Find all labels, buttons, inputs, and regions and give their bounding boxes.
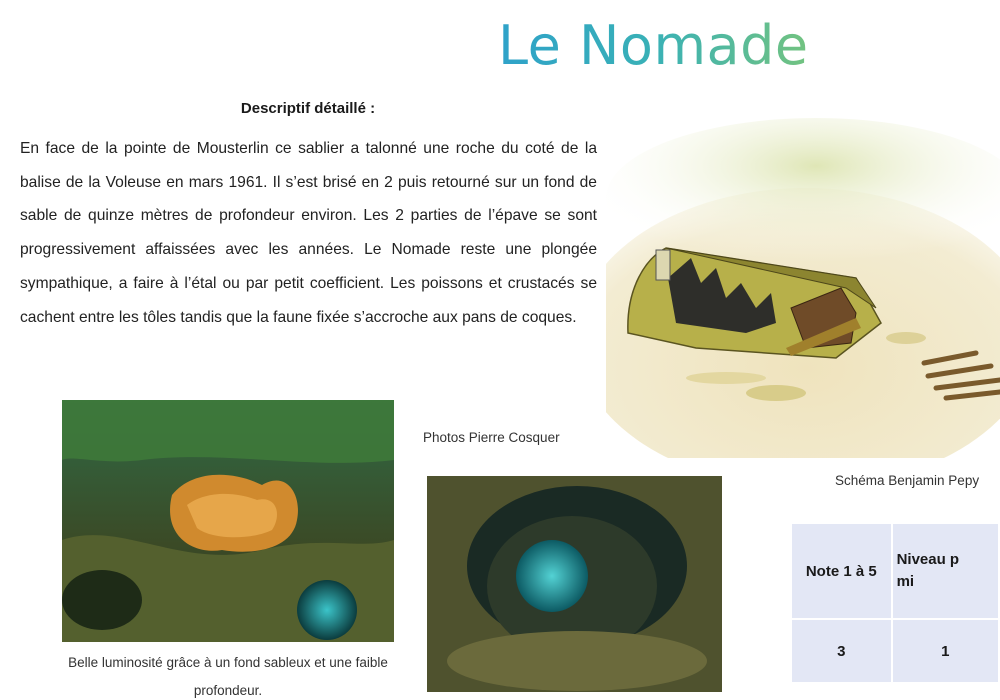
description-text: En face de la pointe de Mousterlin ce sablier a talonné une roche du coté de la balise de la Voleuse en mars 1961. Il s’est brisé en 2 puis retourné sur un fond de sable de quinze mètres de profondeur environ. Les 2 parties de l’épave se sont progressivement affaissées avec les années. Le Nomade reste une plongée sympathique, a faire à l’étal ou par petit coefficient. Les poissons et crustacés se cachent entre les tôles tandis que la faune fixée s’accroche aux pans de coques. [20, 140, 597, 326]
photos-credit: Photos Pierre Cosquer [423, 430, 560, 445]
photo-caption: Belle luminosité grâce à un fond sableux et une faible profondeur. [68, 655, 388, 698]
underwater-photo-porthole [427, 476, 722, 692]
rating-table [790, 522, 1000, 684]
wreck-sketch-image [606, 108, 1000, 458]
rating-value-niveau: 1 [892, 619, 999, 683]
schema-credit: Schéma Benjamin Pepy [835, 473, 980, 488]
underwater-photo-sponge [62, 400, 394, 642]
rating-table-header-row [791, 523, 999, 619]
rating-header-niveau [892, 523, 999, 619]
rating-header-niveau-text: Niveau p mi [896, 551, 960, 590]
rating-table-row [791, 619, 999, 683]
rating-value-note: 3 [791, 619, 892, 683]
page-title: Le Nomade [498, 14, 809, 77]
description-heading: Descriptif détaillé : [240, 100, 376, 117]
rating-header-note-text: Note 1 à 5 [805, 562, 877, 580]
rating-header-note [791, 523, 892, 619]
